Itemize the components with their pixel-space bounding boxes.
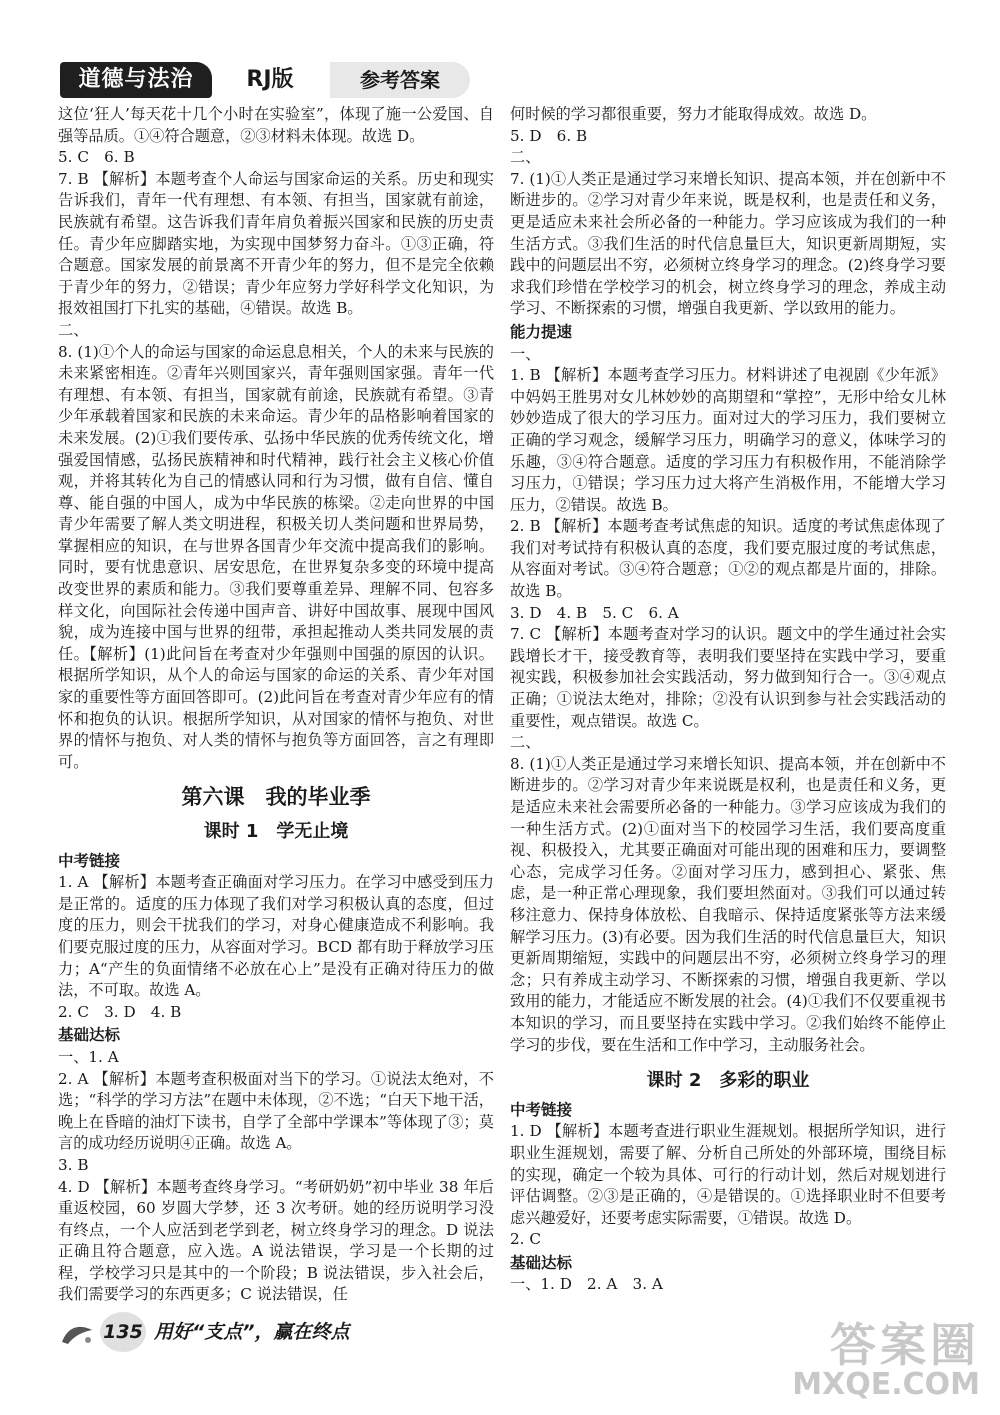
chapter-title: 第六课 我的毕业季 <box>181 785 371 810</box>
watermark-url: MXQE.COM <box>792 1367 980 1402</box>
page-number: 135 <box>100 1312 146 1352</box>
answer-text: 5. C 6. B <box>58 148 135 167</box>
answer-text: 这位‘狂人’每天花十几个小时在实验室”，体现了施一公爱国、自强等品质。①④符合题意，②③材料未体现。故选 D。 <box>58 105 494 145</box>
answer-text: 1. B 【解析】本题考查学习压力。材料讲述了电视剧《少年派》中妈妈王胜男对女儿林妙妙的高期望和“掌控”，无形中给女儿林妙妙造成了很大的学习压力。面对过大的学习压力，我们要树立正确的学习观念，缓解学习压力，明确学习的意义，体味学习的乐趣，③④符合题意。适度的学习压力有积极作用，不能消除学习压力，①错误；学习压力过大将产生消极作用，不能增大学习压力，②错误。故选 B。 <box>510 366 946 514</box>
subject-title: 道德与法治 <box>60 62 212 98</box>
right-column <box>510 104 946 1296</box>
answer-text: 何时候的学习都很重要，努力才能取得成效。故选 D。 <box>510 105 877 123</box>
answer-text: 7. C 【解析】本题考查对学习的认识。题文中的学生通过社会实践增长才干，接受教育等，表明我们要坚持在实践中学习，要重视实践，积极参加社会实践活动，努力做到知行合一。③④观点正确；①说法太绝对，排除；②没有认识到参与社会实践活动的重要性，观点错误。故选 C。 <box>510 625 946 730</box>
section-heading: 中考链接 <box>510 1100 573 1119</box>
answer-text: 一、1. D 2. A 3. A <box>510 1275 663 1294</box>
answer-text: 一、1. A <box>58 1047 119 1066</box>
answer-text: 2. B 【解析】本题考查考试焦虑的知识。适度的考试焦虑体现了我们对考试持有积极认真的态度，我们要克服过度的考试焦虑，从容面对考试。③④符合题意；①②的观点都是片面的，排除。故选 B。 <box>510 517 946 601</box>
page-footer <box>60 1312 380 1352</box>
left-column <box>58 104 494 1306</box>
answer-text: 7. (1)①人类正是通过学习来增长知识、提高本领，并在创新中不断进步的。②学习对青少年来说，既是权利，也是责任和义务，更是适应未来社会所必备的一种能力。学习应该成为我们的一种生活方式。③我们生活的时代信息量巨大，知识更新周期短，实践中的问题层出不穷，必须树立终身学习的理念。(2)终身学习要求我们珍惜在学校学习的机会，树立终身学习的理念，养成主动学习、不断探索的习惯，增强自我更新、学以致用的能力。 <box>510 169 946 318</box>
lesson-title: 课时 2 多彩的职业 <box>646 1070 810 1092</box>
section-heading: 基础达标 <box>510 1253 573 1272</box>
section-heading: 中考链接 <box>58 851 121 870</box>
answer-text: 7. B 【解析】本题考查个人命运与国家命运的关系。历史和现实告诉我们，青年一代有理想、有本领、有担当，国家就有前途，民族就有希望。这告诉我们青年肩负着振兴国家和民族的历史责任。青少年应脚踏实地，为实现中国梦努力奋斗。①③正确，符合题意。国家发展的前景离不开青少年的努力，但不是完全依赖于青少年的努力，②错误；青少年应努力学好科学文化知识，为报效祖国打下扎实的基础，④错误。故选 B。 <box>58 169 494 318</box>
section-heading: 能力提速 <box>510 322 573 341</box>
lesson-title: 课时 1 学无止境 <box>203 821 349 842</box>
page-header <box>60 60 440 100</box>
answer-text: 1. D 【解析】本题考查进行职业生涯规划。根据所学知识，进行职业生涯规划，需要了解、分析自己所处的外部环境，围绕目标的实现，确定一个较为具体、可行的行动计划，然后对规划进行评估调整。②③是正确的，④是错误的。①选择职业时不但要考虑兴趣爱好，还要考虑实际需要，①错误。故选 D。 <box>510 1122 946 1227</box>
answer-text: 3. D 4. B 5. C 6. A <box>510 603 679 622</box>
watermark <box>792 1318 980 1402</box>
footer-decoration-icon <box>60 1320 94 1346</box>
answer-text: 二、 <box>510 733 541 752</box>
answer-text: 4. D 【解析】本题考查终身学习。“考研奶奶”初中毕业 38 年后重返校园，60 岁圆大学梦，还 3 次考研。她的经历说明学习没有终点，一个人应活到老学到老，树立终身学习的理念。D 说法正确且符合题意，应入选。A 说法错误，学习是一个长期的过程，学校学习只是其中的一个阶段；B 说法错误，步入社会后，我们需要学习的东西更多；C 说法错误，任 <box>58 1177 494 1304</box>
edition-label: RJ版 <box>246 67 294 92</box>
answer-text: 二、 <box>58 320 89 339</box>
answer-text: 5. D 6. B <box>510 126 588 145</box>
section-heading: 基础达标 <box>58 1026 121 1045</box>
answer-text: 2. C 3. D 4. B <box>58 1002 182 1021</box>
answers-label: 参考答案 <box>330 62 470 98</box>
answer-text: 2. A 【解析】本题考查积极面对当下的学习。①说法太绝对，不选；“科学的学习方法”在题中未体现，②不选；“白天下地干活，晚上在昏暗的油灯下读书，自学了全部中学课本”等体现了③；莫言的成功经历说明④正确。故选 A。 <box>58 1069 494 1153</box>
watermark-logo-text: 答案圈 <box>830 1318 980 1372</box>
answer-text: 1. A 【解析】本题考查正确面对学习压力。在学习中感受到压力是正常的。适度的压力体现了我们对学习积极认真的态度，但过度的压力，则会干扰我们的学习，对身心健康造成不利影响。我们要克服过度的压力，从容面对学习。BCD 都有助于释放学习压力；A“产生的负面情绪不必放在心上”是没有正确对待压力的做法，不可取。故选 A。 <box>58 873 494 1000</box>
answer-text: 一、 <box>510 344 541 363</box>
footer-slogan: 用好“支点”，赢在终点 <box>154 1321 350 1343</box>
answer-text: 8. (1)①人类正是通过学习来增长知识、提高本领，并在创新中不断进步的。②学习对青少年来说既是权利，也是责任和义务，更是适应未来社会需要所必备的一种能力。③学习应该成为我们的一种生活方式。(2)①面对当下的校园学习生活，我们要高度重视、积极投入，尤其要正确面对可能出现的困难和压力，要调整心态，完成学习任务。②面对学习压力，感到担心、紧张、焦虑，是一种正常心理现象，我们要坦然面对。③我们可以通过转移注意力、保持身体放松、自我暗示、保持适度紧张等方法来缓解学习压力。(3)有必要。因为我们生活的时代信息量巨大，知识更新周期缩短，实践中的问题层出不穷，必须树立终身学习的理念；只有养成主动学习、不断探索的习惯，增强自我更新、学以致用的能力，才能适应不断发展的社会。(4)①我们不仅要重视书本知识的学习，而且要坚持在实践中学习。②我们始终不能停止学习的步伐，要在生活和工作中学习，主动服务社会。 <box>510 754 946 1054</box>
answer-text: 2. C <box>510 1230 541 1249</box>
answer-text: 8. (1)①个人的命运与国家的命运息息相关，个人的未来与民族的未来紧密相连。②青年兴则国家兴，青年强则国家强。青年一代有理想、有本领、有担当，国家就有前途，民族就有希望。③青少年承载着国家和民族的未来命运。青少年的品格影响着国家的未来发展。(2)①我们要传承、弘扬中华民族的优秀传统文化，增强爱国情感，弘扬民族精神和时代精神，践行社会主义核心价值观，并将其转化为自己的情感认同和行为习惯，做有自信、懂自尊、能自强的中国人，成为中华民族的栋梁。②走向世界的中国青少年需要了解人类文明进程，积极关切人类问题和世界局势，掌握相应的知识，在与世界各国青少年交流中提高我们的影响。同时，要有忧患意识、居安思危，在世界复杂多变的环境中提高改变世界的素质和能力。③我们要尊重差异、理解不同、包容多样文化，向国际社会传递中国声音、讲好中国故事、展现中国风貌，成为连接中国与世界的纽带，承担起推动人类共同发展的责任。【解析】(1)此问旨在考查对少年强则中国强的原因的认识。根据所学知识，从个人的命运与国家的命运的关系、青少年对国家的重要性等方面回答即可。(2)此问旨在考查对青少年应有的情怀和抱负的认识。根据所学知识，从对国家的情怀与抱负、对世界的情怀与抱负、对人类的情怀与抱负等方面回答，言之有理即可。 <box>58 342 494 771</box>
answer-text: 二、 <box>510 148 541 167</box>
answer-text: 3. B <box>58 1155 89 1174</box>
